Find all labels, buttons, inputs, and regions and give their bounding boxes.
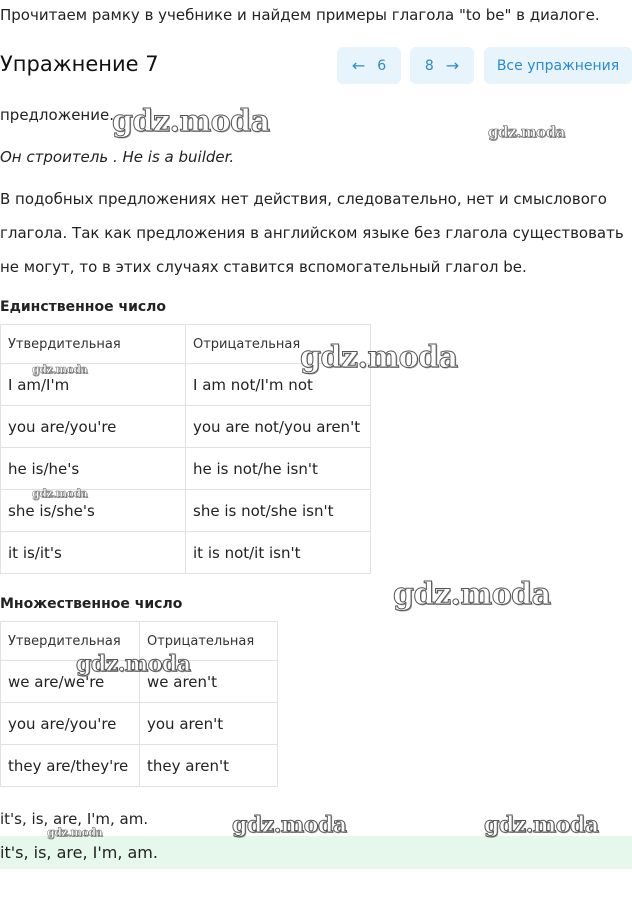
paragraph-line-1: В подобных предложениях нет действия, следовательно, нет и смыслового <box>0 190 607 208</box>
answer-text: it's, is, are, I'm, am. <box>0 810 149 828</box>
table-cell: it is/it's <box>1 532 186 574</box>
next-exercise-label: 8 <box>424 57 434 74</box>
watermark-logo: gdz.moda <box>232 812 347 838</box>
table-row <box>1 703 278 745</box>
watermark-logo: gdz.moda <box>112 104 270 139</box>
table-cell: we are/we're <box>1 661 140 703</box>
table-cell: you aren't <box>140 703 278 745</box>
paragraph-line-2: глагола. Так как предложения в английском языке без глагола существовать <box>0 224 624 242</box>
prev-exercise-label: 6 <box>377 57 387 74</box>
plural-heading: Множественное число <box>0 596 183 612</box>
table-cell: we aren't <box>140 661 278 703</box>
table-row <box>1 532 371 574</box>
watermark-logo: gdz.moda <box>488 123 565 141</box>
answer-highlight-text: it's, is, are, I'm, am. <box>0 843 158 862</box>
watermark-logo: gdz.moda <box>47 826 103 839</box>
table-header-cell: Утвердительная <box>1 325 186 364</box>
watermark-logo: gdz.moda <box>32 363 88 376</box>
watermark-logo: gdz.moda <box>32 487 88 500</box>
table-cell: I am/I'm <box>1 364 186 406</box>
table-cell: they aren't <box>140 745 278 787</box>
exercise-title: Упражнение 7 <box>0 52 159 76</box>
arrow-right-icon: → <box>445 56 460 75</box>
table-cell: he is not/he isn't <box>186 448 371 490</box>
all-exercises-label: Все упражнения <box>496 57 620 74</box>
table-cell: she is/she's <box>1 490 186 532</box>
table-row <box>1 406 371 448</box>
table-cell: they are/they're <box>1 745 140 787</box>
watermark-logo: gdz.moda <box>393 577 551 612</box>
example-sentence: Он строитель . He is a builder. <box>0 148 235 166</box>
table-header-cell: Отрицательная <box>186 325 371 364</box>
all-exercises-button[interactable] <box>484 47 632 84</box>
next-exercise-button[interactable] <box>410 47 474 84</box>
watermark-logo: gdz.moda <box>484 812 599 838</box>
table-header-cell: Отрицательная <box>140 622 278 661</box>
table-cell: you are/you're <box>1 703 140 745</box>
table-cell: you are/you're <box>1 406 186 448</box>
table-cell: I am not/I'm not <box>186 364 371 406</box>
paragraph-line-3: не могут, то в этих случаях ставится вспомогательный глагол be. <box>0 258 527 276</box>
prev-exercise-button[interactable] <box>337 47 401 84</box>
table-cell: it is not/it isn't <box>186 532 371 574</box>
watermark-logo: gdz.moda <box>300 340 458 375</box>
singular-heading: Единственное число <box>0 299 167 315</box>
table-row <box>1 448 371 490</box>
plural-table <box>0 621 278 787</box>
table-header-cell: Утвердительная <box>1 622 140 661</box>
text-fragment: предложение. <box>0 106 114 124</box>
table-cell: he is/he's <box>1 448 186 490</box>
arrow-left-icon: ← <box>351 56 366 75</box>
answer-highlight <box>0 836 632 869</box>
table-row <box>1 745 278 787</box>
table-cell: you are not/you aren't <box>186 406 371 448</box>
watermark-logo: gdz.moda <box>76 651 191 677</box>
intro-text: Прочитаем рамку в учебнике и найдем примеры глагола "to be" в диалоге. <box>0 6 600 24</box>
table-cell: she is not/she isn't <box>186 490 371 532</box>
